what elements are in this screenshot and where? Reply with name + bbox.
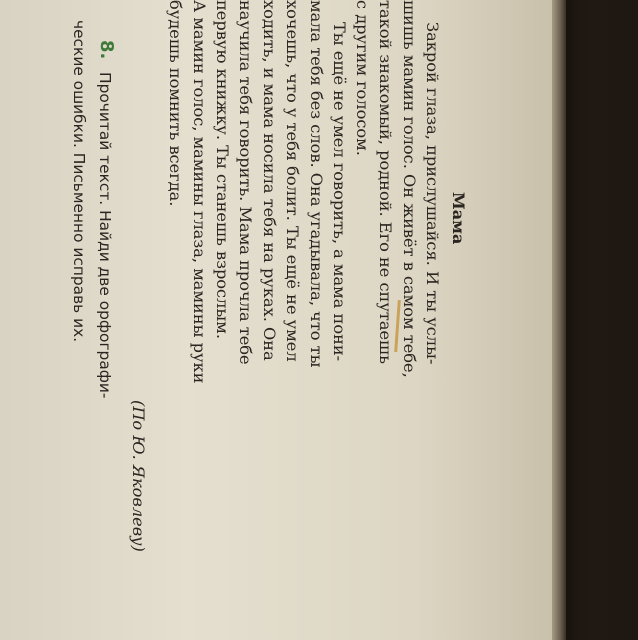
story-line: такой знакомый, родной. Его не спутаешь [376,0,396,364]
story-paragraph-2 [164,0,351,520]
story-line: мала тебя без слов. Она угадывала, что ты [306,0,326,368]
story-line: Ты ещё не умел говорить, а мама пони- [330,22,349,362]
task-number: 8. [96,40,117,60]
story-line: первую книжку. Ты станешь взрослым. [212,0,232,340]
task-text-line-2: ческие ошибки. Письменно исправь их. [70,20,88,343]
story-line: шишь мамин голос. Он живёт в самом тебе, [399,0,419,378]
story-attribution: (По Ю. Яковлеву) [129,400,148,552]
story-paragraph-1 [350,0,444,520]
story-line: А мамин голос, мамины глаза, мамины руки [189,0,209,384]
page-edge [552,0,566,640]
task-text-line-1: Прочитай текст. Найди две орфографи- [96,72,114,399]
story-line: будешь помнить всегда. [166,0,186,207]
story-line: с другим голосом. [352,0,372,156]
story-title: Мама [449,192,468,245]
story-line: Закрой глаза, прислушайся. И ты услы- [423,22,442,365]
story-line: хочешь, что у тебя болит. Ты ещё не умел [283,0,303,362]
story-line: научила тебя говорить. Мама прочла тебе [236,0,256,365]
story-line: ходить, и мама носила тебя на руках. Она [259,0,279,361]
